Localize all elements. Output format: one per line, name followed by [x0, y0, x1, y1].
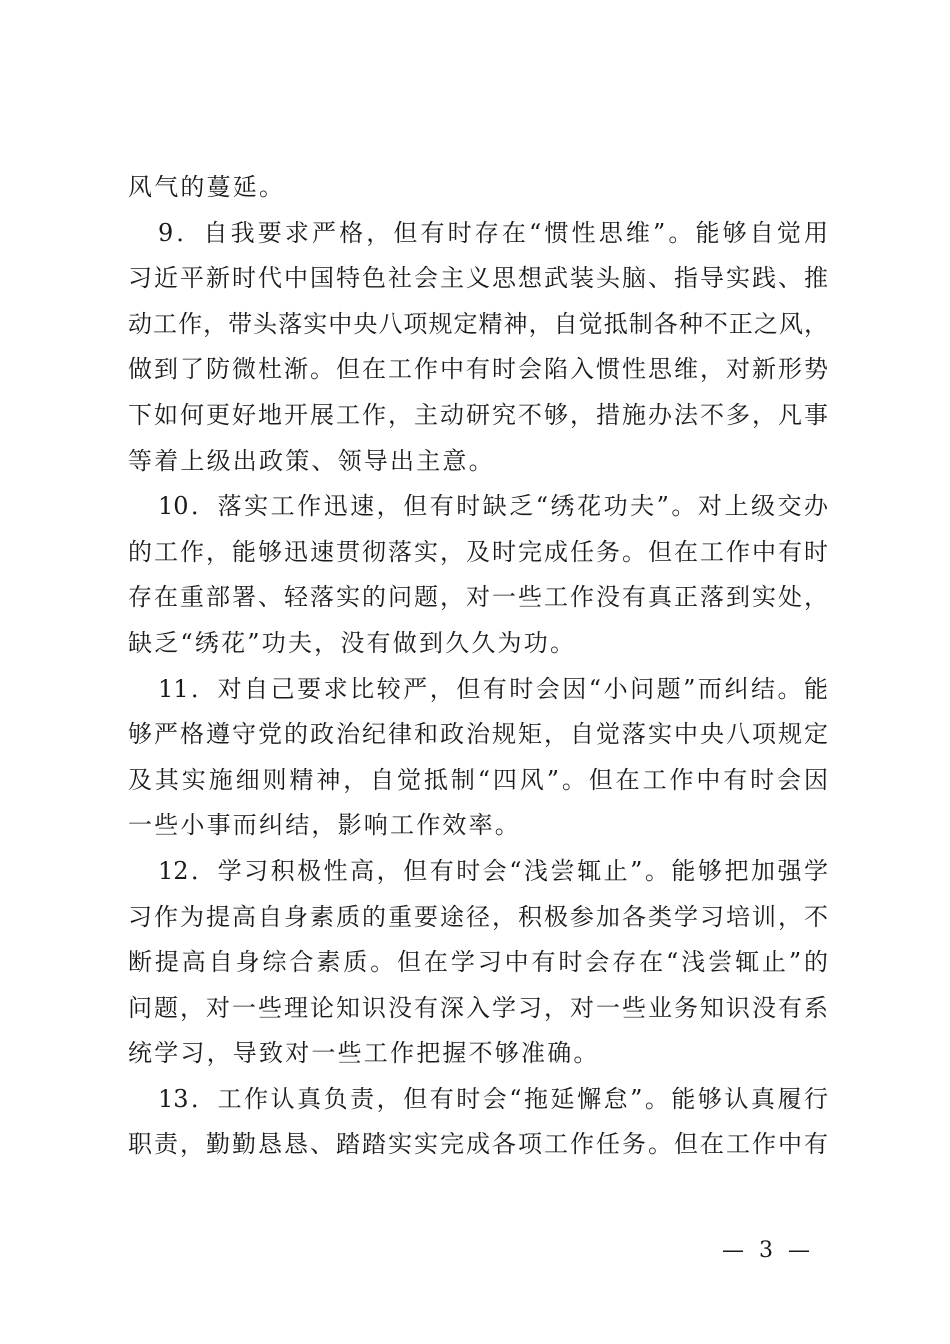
text-line: 12．学习积极性高，但有时会“浅尝辄止”。能够把加强学 — [158, 856, 828, 885]
text-line: 一些小事而纠结，影响工作效率。 — [128, 811, 521, 840]
text-line: 动工作，带头落实中央八项规定精神，自觉抵制各种不正之风， — [128, 309, 828, 338]
text-line: 做到了防微杜渐。但在工作中有时会陷入惯性思维，对新形势 — [128, 355, 828, 384]
text-line: 10．落实工作迅速，但有时缺乏“绣花功夫”。对上级交办 — [158, 492, 828, 521]
text-line: 习作为提高自身素质的重要途径，积极参加各类学习培训，不 — [128, 902, 828, 931]
text-line: 风气的蔓延。 — [128, 173, 286, 201]
text-line: 缺乏“绣花”功夫，没有做到久久为功。 — [128, 628, 577, 657]
text-line: 职责，勤勤恳恳、踏踏实实完成各项工作任务。但在工作中有 — [128, 1130, 828, 1159]
text-line: 13．工作认真负责，但有时会“拖延懈怠”。能够认真履行 — [158, 1084, 828, 1113]
text-line: 9．自我要求严格，但有时存在“惯性思维”。能够自觉用 — [158, 218, 828, 247]
text-line: 问题，对一些理论知识没有深入学习，对一些业务知识没有系 — [128, 993, 828, 1022]
text-line: 断提高自身综合素质。但在学习中有时会存在“浅尝辄止”的 — [128, 948, 828, 977]
text-line: 下如何更好地开展工作，主动研究不够，措施办法不多，凡事 — [128, 400, 828, 429]
text-line: 及其实施细则精神，自觉抵制“四风”。但在工作中有时会因 — [128, 765, 828, 794]
text-line: 统学习，导致对一些工作把握不够准确。 — [128, 1039, 600, 1068]
text-line: 的工作，能够迅速贯彻落实，及时完成任务。但在工作中有时 — [128, 537, 828, 566]
page-number: — 3 — — [722, 1238, 814, 1263]
text-line: 存在重部署、轻落实的问题，对一些工作没有真正落到实处， — [128, 583, 828, 612]
text-line: 11．对自己要求比较严，但有时会因“小问题”而纠结。能 — [158, 674, 828, 703]
text-line: 习近平新时代中国特色社会主义思想武装头脑、指导实践、推 — [128, 264, 828, 293]
document-body — [128, 165, 828, 1168]
text-line: 够严格遵守党的政治纪律和政治规矩，自觉落实中央八项规定 — [128, 720, 828, 749]
text-line: 等着上级出政策、领导出主意。 — [128, 446, 495, 475]
